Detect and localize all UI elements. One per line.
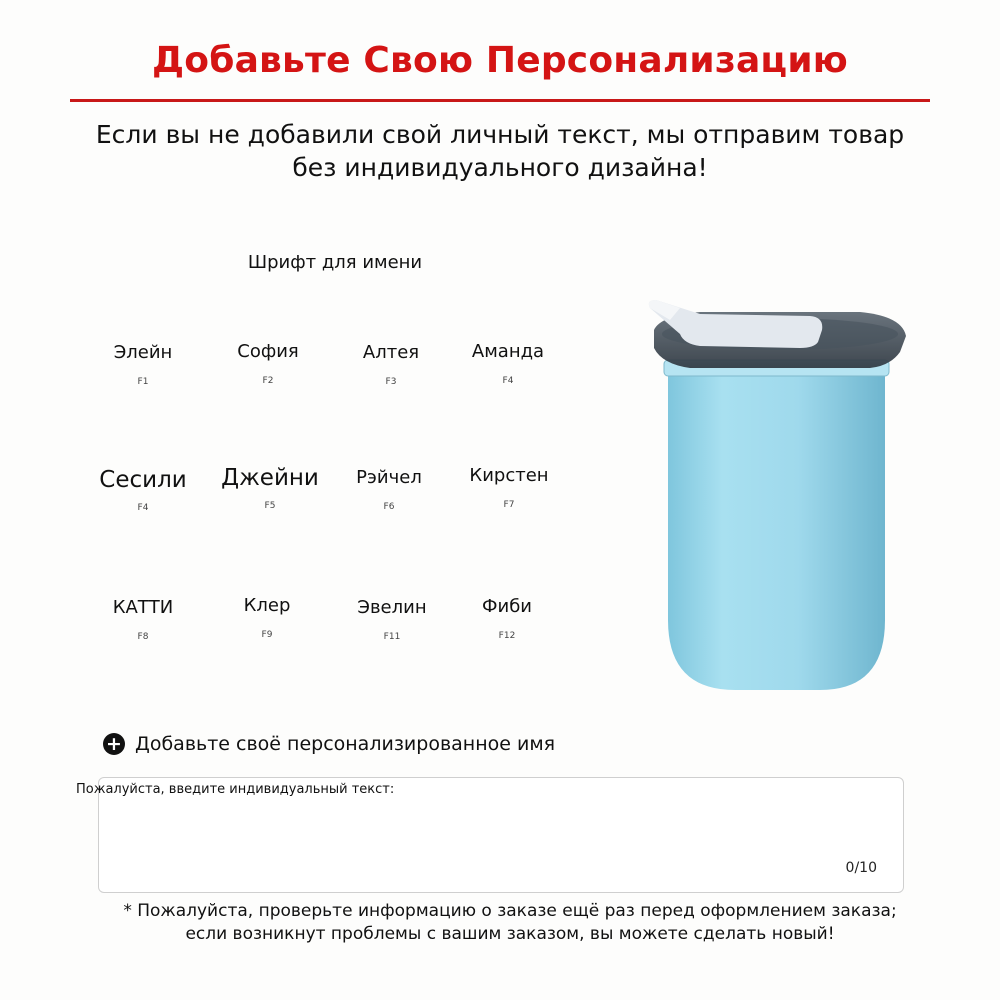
font-option-name: Джейни	[221, 465, 319, 491]
custom-text-label: Пожалуйста, введите индивидуальный текст:	[76, 782, 395, 797]
font-section-heading: Шрифт для имени	[247, 252, 423, 273]
font-option-name: Фиби	[482, 596, 532, 617]
font-option-name: Эвелин	[357, 597, 427, 618]
font-option-f4-alt[interactable]	[78, 467, 208, 513]
font-option-f5[interactable]	[205, 465, 335, 511]
font-option-name: КАТТИ	[112, 597, 174, 618]
font-option-name: София	[237, 341, 299, 362]
font-option-f6[interactable]	[324, 467, 454, 512]
font-option-code: F1	[137, 377, 149, 387]
font-option-f2[interactable]	[203, 341, 333, 386]
font-option-code: F3	[385, 377, 397, 387]
font-option-f3[interactable]	[326, 342, 456, 387]
font-option-f9[interactable]	[202, 595, 332, 640]
title-divider	[70, 99, 930, 102]
font-option-f4[interactable]	[443, 341, 573, 386]
plus-circle-icon[interactable]: +	[103, 733, 125, 755]
font-option-code: F4	[502, 376, 514, 386]
warning-subtitle	[60, 118, 940, 184]
font-option-code: F2	[262, 376, 274, 386]
font-option-name: Клер	[243, 595, 291, 616]
font-option-code: F8	[137, 632, 149, 642]
page-title: Добавьте Свою Персонализацию	[152, 40, 848, 81]
font-option-name: Элейн	[113, 342, 173, 363]
font-option-code: F4	[137, 503, 149, 513]
notice-line-1: * Пожалуйста, проверьте информацию о заказе ещё раз перед оформлением заказа;	[123, 901, 897, 921]
font-option-name: Алтея	[362, 342, 420, 363]
character-counter: 0/10	[845, 860, 877, 876]
font-option-code: F7	[503, 500, 515, 510]
font-option-name: Кирстен	[469, 465, 549, 486]
subtitle-line-2: без индивидуального дизайна!	[292, 153, 708, 182]
font-option-code: F9	[261, 630, 273, 640]
font-option-f1[interactable]	[78, 342, 208, 387]
subtitle-line-1: Если вы не добавили свой личный текст, мы отправим товар	[95, 120, 905, 149]
font-option-name: Рэйчел	[356, 467, 422, 488]
order-notice	[90, 900, 930, 946]
font-option-name: Сесили	[99, 467, 187, 493]
font-option-f11[interactable]	[327, 597, 457, 642]
font-option-code: F11	[383, 632, 401, 642]
add-name-row[interactable]	[103, 733, 555, 755]
font-option-f7[interactable]	[444, 465, 574, 510]
font-option-code: F6	[383, 502, 395, 512]
custom-text-input[interactable]	[107, 802, 891, 866]
font-option-f8[interactable]	[78, 597, 208, 642]
font-option-code: F5	[264, 501, 276, 511]
font-option-code: F12	[498, 631, 516, 641]
font-option-name: Аманда	[471, 341, 545, 362]
tumbler-cup-image	[640, 290, 920, 710]
notice-line-2: если возникнут проблемы с вашим заказом, вы можете сделать новый!	[185, 924, 835, 944]
font-option-f12[interactable]	[442, 596, 572, 641]
add-name-label: Добавьте своё персонализированное имя	[135, 733, 556, 755]
